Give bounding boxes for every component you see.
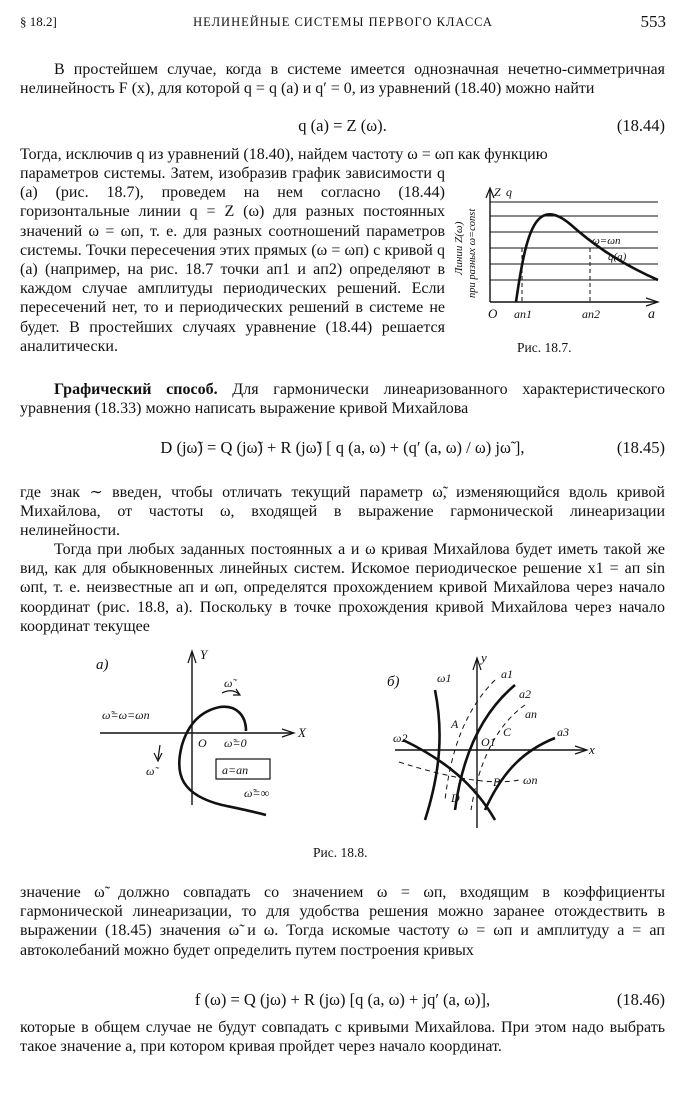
fig188a-origin: O	[198, 736, 207, 750]
equation-18-44	[20, 116, 665, 140]
fig187-curve	[516, 214, 658, 302]
fig188b-tag: б)	[387, 674, 400, 690]
fig187-origin: O	[488, 306, 498, 321]
fig187-label-qa: q(a)	[608, 251, 627, 263]
fig188b-an: aп	[525, 707, 537, 721]
paragraph-7: которые в общем случае не будут совпадать с кривыми Михайлова. При этом надо выбрать такое значение a, при котором кривая пройдет через начало координат.	[20, 1019, 665, 1056]
fig187-side-label-2: при разных ω=const	[467, 208, 478, 298]
figure-18-8b	[385, 650, 605, 830]
figure-18-7-caption: Рис. 18.7.	[517, 340, 572, 355]
fig188b-a3: a3	[557, 725, 569, 739]
fig187-label-w: ω=ωп	[592, 235, 621, 247]
fig187-label-q: q	[506, 185, 512, 199]
fig187-label-z: Z	[494, 185, 501, 199]
paragraph-3-text: Для гармонически линеаризованного характеристического уравнения (18.33) можно написать выражение кривой Михайлова	[20, 381, 666, 418]
section-ref: § 18.2]	[20, 14, 57, 29]
equation-18-46	[20, 990, 665, 1014]
paragraph-3-heading: Графический способ.	[54, 381, 218, 398]
fig188a-tag: а)	[96, 657, 109, 673]
fig188b-a2: a2	[519, 687, 531, 701]
fig188b-curve-w2	[403, 740, 495, 820]
equation-body: q (a) = Z (ω).	[298, 116, 387, 135]
paragraph-4: где знак ∼ введен, чтобы отличать текущий параметр ω̃, изменяющийся вдоль кривой Михайлова, от частоты ω, входящей в выражение гармонической линеаризации нелинейности.	[20, 484, 665, 540]
page-number: 553	[640, 12, 666, 31]
fig188a-w-top: ω̃	[224, 676, 233, 690]
figure-18-8-caption: Рис. 18.8.	[313, 845, 368, 860]
equation-number: (18.46)	[616, 990, 665, 1009]
figure-18-8a	[96, 645, 326, 825]
fig188b-w2: ω2	[393, 731, 408, 745]
equation-number: (18.44)	[616, 116, 665, 135]
fig188a-w-eq: ω̃=ω=ωп	[102, 708, 150, 722]
page-header	[20, 12, 666, 34]
fig188b-C: C	[503, 725, 512, 739]
fig187-x-label: a	[648, 307, 655, 322]
fig188b-D: D	[451, 791, 460, 805]
fig188a-w-zero: ω̃=0	[224, 736, 247, 750]
equation-18-45	[20, 438, 665, 462]
paragraph-6: значение ω̃ должно совпадать со значением ω = ωп, входящим в коэффициенты гармонической линеаризации, то для удобства решения можно заранее отождествить в выражении (18.45) значения ω̃ и ω. Тогда искомые частоту ω = ωп и амплитуду a = aп автоколебаний можно будет определить путем построения кривых	[20, 884, 665, 959]
figure-18-7	[448, 180, 668, 330]
fig188b-wn: ωп	[523, 773, 538, 787]
running-title: НЕЛИНЕЙНЫЕ СИСТЕМЫ ПЕРВОГО КЛАССА	[193, 15, 493, 29]
fig188b-B: B	[493, 775, 501, 789]
fig188a-w-left: ω̃	[146, 764, 155, 778]
fig188b-x-label: x	[589, 742, 595, 757]
fig188a-x-label: X	[298, 725, 306, 740]
equation-number: (18.45)	[616, 438, 665, 457]
paragraph-1: В простейшем случае, когда в системе имеется однозначная нечетно-симметричная нелинейность F (x), для которой q = q (a) и q′ = 0, из уравнений (18.40) можно найти	[20, 61, 665, 98]
fig188a-w-inf: ω̃=∞	[244, 786, 270, 800]
equation-body: f (ω) = Q (jω) + R (jω) [q (a, ω) + jq′ (a, ω)],	[194, 990, 491, 1009]
fig187-tick-2: aп2	[582, 307, 600, 321]
fig188a-box-label: a=aп	[222, 763, 249, 777]
paragraph-2-wrapped: параметров системы. Затем, изобразив график зависимости q (a) (рис. 18.7), проведем на нем согласно (18.44) горизонтальные линии q = Z (ω) для разных постоянных значений ω = ωп, т. е. для разных соотношений параметров системы. Точки пересечения этих прямых (ω = ωп) с кривой q (a) (например, на рис. 18.7 точки aп1 и aп2) определяют в каждом случае амплитуды периодических решений. Если пересечений нет, то и периодических решений в системе не будет. В простейших случаях уравнение (18.44) решается аналитически.	[20, 165, 445, 355]
paragraph-5: Тогда при любых заданных постоянных a и ω кривая Михайлова будет иметь такой же вид, как для обыкновенных линейных систем. Искомое периодическое решение x1 = aп sin ωпt, т. е. неизвестные aп и ωп, определятся прохождением кривой Михайлова через начало координат (рис. 18.8, a). Поскольку в точке прохождения кривой Михайлова через начало координат текущее	[20, 541, 665, 635]
fig187-tick-1: aп1	[514, 307, 532, 321]
fig188b-a1: a1	[501, 667, 513, 681]
fig188b-dash-an	[471, 705, 525, 810]
fig188a-y-label: Y	[200, 647, 208, 662]
fig188b-A: A	[451, 717, 459, 731]
fig188b-y-label: y	[481, 650, 487, 665]
paragraph-3	[20, 380, 665, 418]
fig188b-O1: O1	[481, 735, 496, 749]
fig187-side-label-1: Линии Z(ω)	[453, 221, 465, 275]
paragraph-2-first-line: Тогда, исключив q из уравнений (18.40), найдем частоту ω = ωп как функцию	[20, 146, 548, 163]
fig188b-w1: ω1	[437, 671, 452, 685]
equation-body: D (jω̃) = Q (jω̃) + R (jω̃) [ q (a, ω) + (q′ (a, ω) / ω) jω̃ ],	[160, 438, 525, 457]
